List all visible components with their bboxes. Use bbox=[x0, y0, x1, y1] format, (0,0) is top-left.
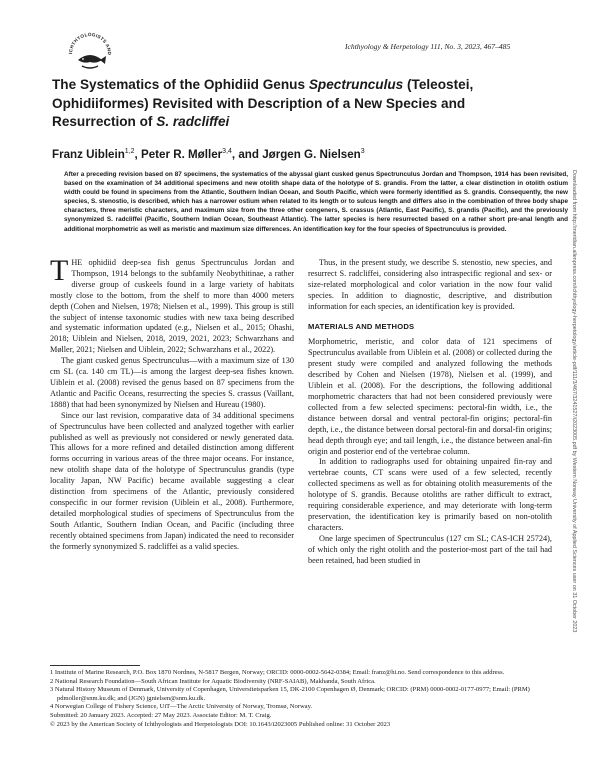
author-name: Jørgen G. Nielsen bbox=[262, 148, 361, 161]
logo-text: ICHTHYOLOGISTS AND bbox=[67, 31, 113, 56]
body-paragraph: Thus, in the present study, we describe S. stenostio, new species, and resurrect S. radcliffei, considering also intraspecific regional and sex- or size-related morphological and color variation in the now four valid species. In addition to diagnostic, descriptive, and distribution information for each species, an identification key is provided. bbox=[308, 258, 552, 311]
abstract: After a preceding revision based on 87 specimens, the systematics of the abyssal giant cusked genus Spectrunculus Jordan and Thompson, 1914 has been revisited, based on the examination of 34 additional specimens and new otolith shape data of the holotype of S. grandis. From the latter, a clear distinction in otolith ostium width could be found in specimens from the Atlantic, Southern Indian Ocean, and South Pacific, which were formerly identified as S. grandis. Consequently, the new species, S. stenostio, is described, which has a narrower ostium when related to its length or to sulcus length and differs also in the combination of three body shape characters, three meristic characters, and maximum size from the three other congeners, S. crassus (Atlantic, East Pacific), S. grandis (Pacific), and the previously synonymized S. radcliffei (Pacific, Southern Indian Ocean, Southeast Atlantic). The latter species is here resurrected based on a rather short pre-anal length and additional morphometric as well as meristic and maximum size differences. An identification key for the four species of Spectrunculus is provided. bbox=[64, 171, 568, 233]
body-paragraph: THE ophidiid deep-sea fish genus Spectrunculus Jordan and Thompson, 1914 belongs to the subfamily Neobythitinae, a rather diverse group of cuskeels found in a large variety of habitats mostly close to the bottom, from the shelf to more than 4000 meters depth (Cohen and Nielsen, 1978; Nielsen et al., 1999). This group is still the subject of intense taxonomic studies with new taxa being described and systematic information updated (e.g., Nielsen et al., 2015; Ohashi, 2018; Uiblein and Nielsen, 2018, 2019, 2021, 2023; Schwarzhans and Møller, 2021; Nielsen and Uiblein, 2022; Schwarzhans et al., 2022). bbox=[50, 254, 294, 355]
society-logo bbox=[64, 26, 116, 78]
svg-text:ICHTHYOLOGISTS AND HERPETOLOGI bbox=[64, 26, 112, 56]
body-paragraph: One large specimen of Spectrunculus (127 cm SL; CAS-ICH 25724), of which only the right otolith and the posterior-most part of the tail had been retained, had been studied in bbox=[308, 533, 552, 565]
footnote: 1 Institute of Marine Research, P.O. Box 1870 Nordnes, N-5817 Bergen, Norway; ORCID: 0000-0002-5642-0384; Email: franz@hi.no. Send correspondence to this address. bbox=[50, 669, 505, 676]
body-paragraph: In addition to radiographs used for obtaining unpaired fin-ray and vertebrae counts, CT scans were used of a few selected, recently collected specimens as well as for obtaining otolith measurements of the holotype of S. grandis. Because otoliths are rather difficult to extract, requiring considerable experience, and may deteriorate with long-term preservation, the identification key is primarily based on non-otolith characters. bbox=[308, 457, 552, 532]
body-column-left bbox=[50, 254, 294, 552]
author-name: Franz Uiblein bbox=[52, 148, 125, 161]
footnote: 2 National Research Foundation—South African Institute for Aquatic Biodiversity (NRF-SAIAB), Makhanda, South Africa. bbox=[50, 677, 376, 685]
footnotes bbox=[50, 669, 572, 729]
footnote: © 2023 by the American Society of Ichthyologists and Herpetologists DOI: 10.1643/i2023005 Published online: 31 October 2023 bbox=[50, 720, 391, 728]
footnote: Submitted: 20 January 2023. Accepted: 27 May 2023. Associate Editor: M. T. Craig. bbox=[50, 711, 272, 719]
journal-citation: Ichthyology & Herpetology 111, No. 3, 2023, 467–485 bbox=[345, 42, 511, 51]
body-paragraph: Morphometric, meristic, and color data of 121 specimens of Spectrunculus available from Uiblein et al. (2008) or collected during the present study were compiled and analyzed following the methods described by Cohen and Nielsen (1978), Nielsen et al. (1999), and Uiblein et al. (2008). For the descriptions, the following additional morphometric characters that had not been considered previously were collected from a few selected specimens: pectoral-fin width, i.e., the distance between dorsal and ventral pectoral-fin origins; pectoral-fin depth, i.e., the distance between dorsal pectoral-fin and dorsal-fin origins; head depth through eye; and tail length, i.e., the distance between anal-fin origin and posterior end of the vertebrae column. bbox=[308, 337, 552, 456]
body-column-right bbox=[308, 258, 552, 566]
author-list: Franz Uiblein$^{1,2}$, Peter R. Møller$^{3,4}$, and Jørgen G. Nielsen$^3$ bbox=[52, 148, 365, 161]
article-title: The Systematics of the Ophidiid Genus Spectrunculus (Teleostei, Ophidiiformes) Revisited with Description of a New Species and Resurrection of S. radcliffei bbox=[52, 77, 474, 129]
body-paragraph: Since our last revision, comparative data of 34 additional specimens of Spectrunculus have been collected and analyzed together with earlier published as well as previously not considered or newly generated data. This allows for a more refined and detailed distinction among different forms occurring in various areas of the three major oceans. For instance, new otolith shape data of the holotype of Spectrunculus grandis (type locality Japan, NW Pacific) became available suggesting a clear distinction from specimens of the Atlantic, previously considered conspecific in our former revision (Uiblein et al., 2008). Furthermore, detailed morphological studies of specimens of Spectrunculus from the South Atlantic, Southern Indian Ocean, and Pacific (including three recently obtained specimens from Japan) indicated the need to reconsider the formerly synonymized S. radcliffei as a valid species. bbox=[50, 410, 294, 551]
section-heading: MATERIALS AND METHODS bbox=[308, 321, 415, 331]
drop-cap: T bbox=[50, 254, 69, 287]
footnote-rule bbox=[50, 665, 140, 666]
footnote: 3 Natural History Museum of Denmark, University of Copenhagen, Universitetsparken 15, DK-2100 Copenhagen Ø, Denmark; ORCID: (PRM) 0000-0002-0177-0977; Email: (PRM) pdmoller@snm.ku.dk; and (JGN) jgnielsen@snm.ku.dk. bbox=[50, 686, 530, 702]
download-watermark: Downloaded from http://meridian.allenpress.com/ichthyology-herpetology/article-pdf/111/3/467/3241527/i2023005.pdf by Western Norway University of Applied Sciences user on 31 October 2023 bbox=[571, 170, 577, 633]
footnote: 4 Norwegian College of Fishery Science, UiT—The Arctic University of Norway, Tromsø, Norway. bbox=[50, 703, 313, 711]
body-paragraph: The giant cusked genus Spectrunculus—with a maximum size of 130 cm SL (ca. 140 cm TL)—is among the largest deep-sea fishes known. Uiblein et al. (2008) revised the genus based on 87 specimens from the Atlantic and Pacific Oceans, resurrecting the species S. crassus (Vaillant, 1888) that had been synonymized by Nielsen and Hureau (1980). bbox=[50, 356, 294, 409]
author-name: Peter R. Møller bbox=[140, 148, 223, 161]
